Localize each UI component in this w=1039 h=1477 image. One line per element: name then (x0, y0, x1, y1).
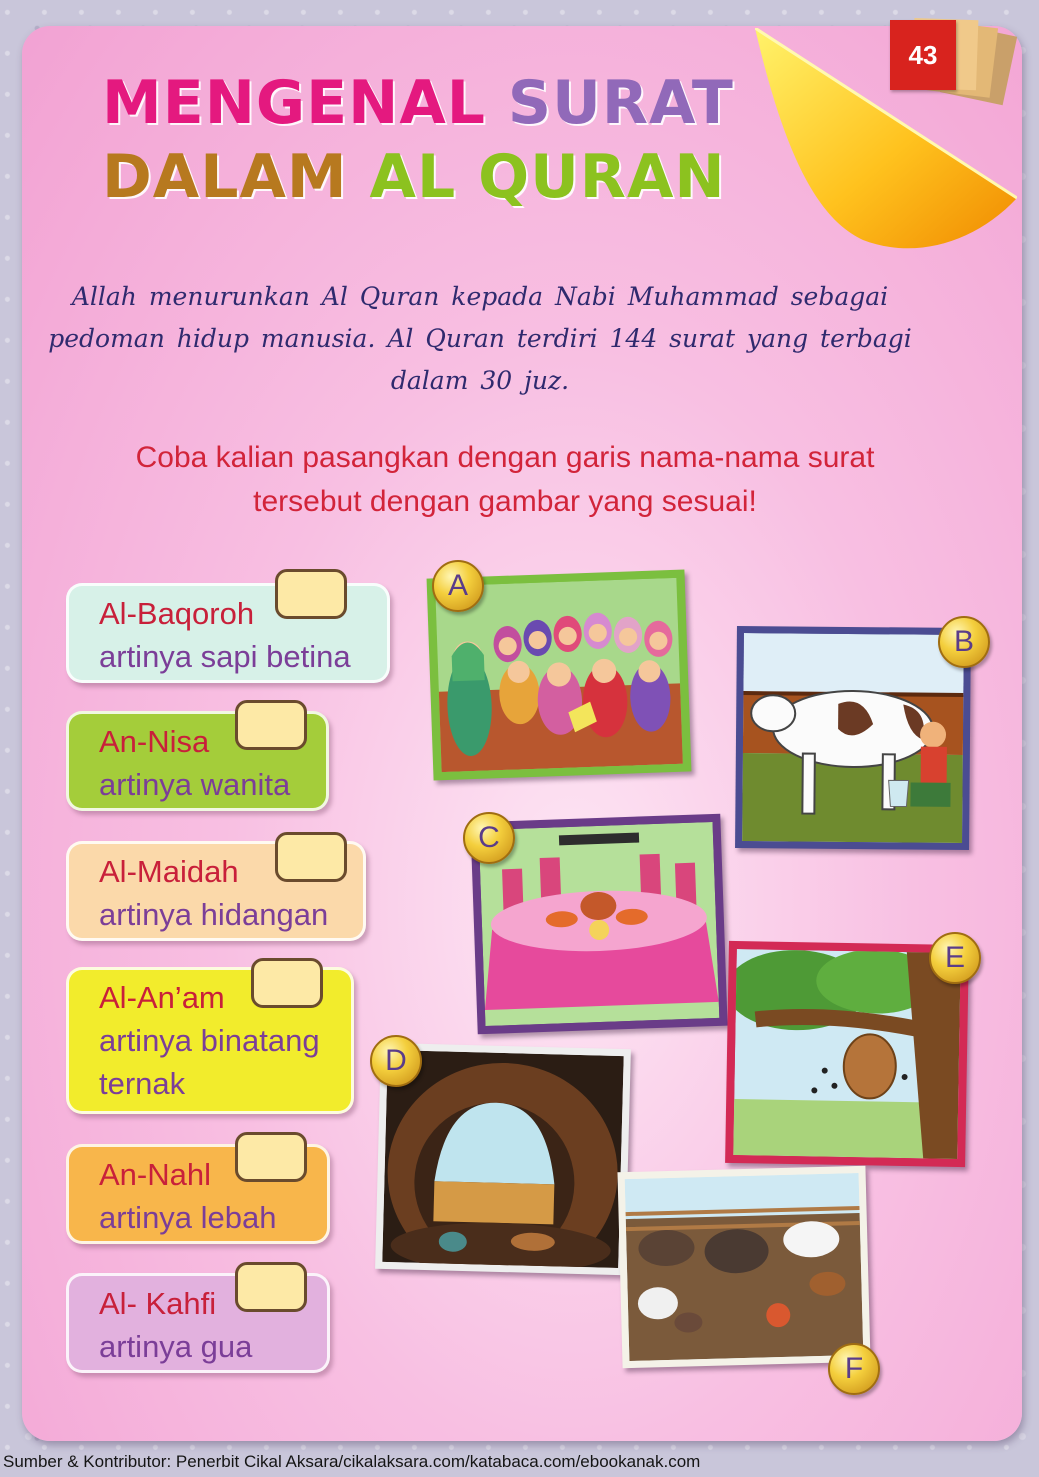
answer-box[interactable] (235, 1132, 307, 1182)
surah-card-al-kahfi (66, 1273, 330, 1373)
answer-box[interactable] (275, 569, 347, 619)
surah-name: An-Nisa (99, 724, 210, 759)
cave-illustration (382, 1050, 623, 1268)
answer-box[interactable] (251, 958, 323, 1008)
title-word-al-quran: AL QURAN (369, 142, 726, 212)
picture-b-letter-badge: B (938, 616, 990, 668)
cow-milking-illustration (742, 633, 964, 843)
picture-d-letter-badge: D (370, 1035, 422, 1087)
picture-c-letter-badge: C (463, 812, 515, 864)
intro-line: Allah menurunkan Al Quran kepada Nabi Muhammad sebagai (71, 282, 889, 311)
surah-name: An-Nahl (99, 1157, 211, 1192)
surah-meaning: artinya wanita (99, 767, 291, 802)
picture-a-letter-badge: A (432, 560, 484, 612)
dining-table-illustration (479, 822, 720, 1026)
intro-line: dalam 30 juz. (390, 366, 570, 395)
beehive-tree-illustration (733, 949, 961, 1159)
title-word-surat: SURAT (507, 68, 734, 138)
surah-name: Al-An’am (99, 980, 225, 1015)
title-word-mengenal: MENGENAL (102, 68, 487, 138)
surah-name: Al-Maidah (99, 854, 239, 889)
picture-b[interactable] (735, 626, 971, 850)
surah-card-al-maidah (66, 841, 366, 941)
title-line-2 (102, 142, 726, 212)
surah-name: Al-Baqoroh (99, 596, 255, 631)
surah-meaning: artinya sapi betina (99, 639, 351, 674)
instruction-text (70, 436, 940, 524)
source-credit: Sumber & Kontributor: Penerbit Cikal Aksara/cikalaksara.com/katabaca.com/ebookanak.com (3, 1452, 701, 1471)
surah-meaning: artinya hidangan (99, 897, 329, 932)
intro-line: pedoman hidup manusia. Al Quran terdiri 144 surat yang terbagi (48, 324, 912, 353)
picture-f[interactable] (617, 1166, 870, 1368)
title-word-dalam: DALAM (102, 142, 348, 212)
surah-meaning: ternak (99, 1066, 186, 1101)
farm-animals-illustration (625, 1173, 864, 1361)
surah-card-an-nisa (66, 711, 329, 811)
surah-meaning: artinya lebah (99, 1200, 277, 1235)
answer-box[interactable] (275, 832, 347, 882)
surah-name: Al- Kahfi (99, 1286, 217, 1321)
answer-box[interactable] (235, 1262, 307, 1312)
answer-box[interactable] (235, 700, 307, 750)
page-number: 43 (890, 20, 956, 90)
title-line-1 (102, 68, 734, 138)
surah-card-al-baqoroh (66, 583, 390, 683)
intro-paragraph (48, 276, 912, 402)
instruction-line: tersebut dengan gambar yang sesuai! (253, 485, 757, 518)
surah-card-an-nahl (66, 1144, 330, 1244)
surah-card-al-anam (66, 967, 354, 1114)
instruction-line: Coba kalian pasangkan dengan garis nama-nama surat (135, 441, 875, 474)
picture-f-letter-badge: F (828, 1343, 880, 1395)
picture-e[interactable] (725, 941, 969, 1167)
picture-e-letter-badge: E (929, 932, 981, 984)
surah-meaning: artinya gua (99, 1329, 253, 1364)
surah-meaning: artinya binatang (99, 1023, 320, 1058)
page-curl-decoration (755, 28, 1017, 258)
